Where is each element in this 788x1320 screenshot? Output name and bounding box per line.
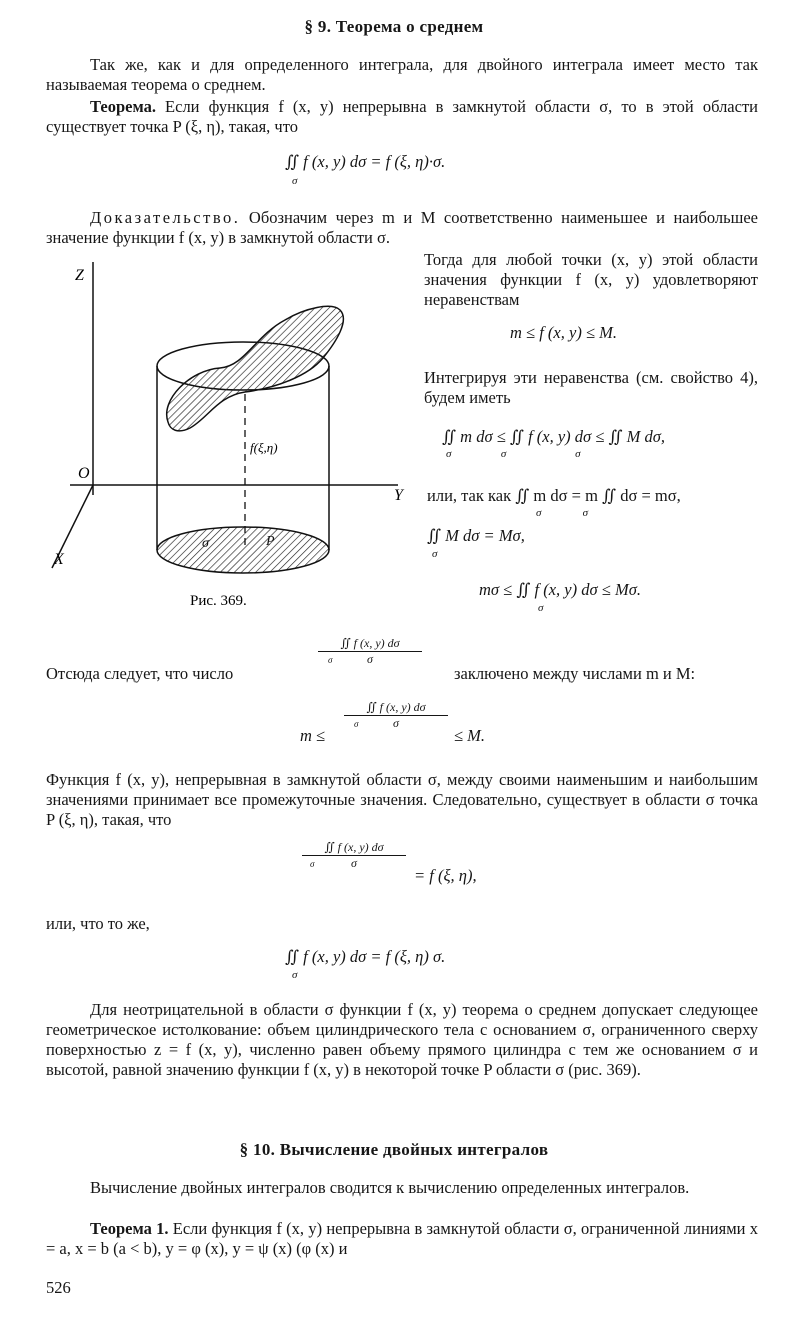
- theorem-paragraph: [46, 97, 758, 137]
- geometric-interpretation: Для неотрицательной в области σ функции f (x, y) теорема о среднем допускает следующее геометрическое истолкование: объем цилиндрического тела с основанием σ, ограниченного сверху поверхностью z = f (x, y), численно равен объему прямого цилиндра с тем же основанием σ и высотой, равной значению функции f (x, y) в некоторой точке P области σ (рис. 369).: [46, 1000, 758, 1079]
- hence-fraction-denominator: σ: [367, 652, 373, 666]
- hence-line: [46, 636, 758, 688]
- section-9-title: § 9. Теорема о среднем: [304, 17, 484, 36]
- hence-pre: Отсюда следует, что число: [46, 664, 234, 683]
- inequality-2: mσ ≤ ∬ f (x, y) dσ ≤ Mσ.: [479, 580, 641, 599]
- inequality-3: [300, 700, 550, 750]
- y-axis-label: Y: [394, 487, 403, 504]
- base-region-sigma: [157, 527, 329, 573]
- section-10-intro: Вычисление двойных интегралов сводится к вычислению определенных интегралов.: [90, 1178, 690, 1197]
- formula-main: ∬ f (x, y) dσ = f (ξ, η)·σ.: [285, 152, 446, 171]
- formula-final-subscript: σ: [292, 969, 298, 981]
- equation-fraction-right: = f (ξ, η),: [414, 866, 477, 885]
- inequality-3-fraction: [344, 700, 448, 731]
- inequality-3-denominator: σ: [393, 716, 399, 730]
- function-paragraph: Функция f (x, y), непрерывная в замкнутой области σ, между своими наименьшим и наибольшим значениями принимает все промежуточные значения. Следовательно, существует в области σ точка P (ξ, η), такая, что: [46, 770, 758, 829]
- right-column-text-1: Тогда для любой точки (x, y) этой области значения функции f (x, y) удовлетворяют неравенствам: [424, 250, 758, 309]
- equation-fraction-frac: [302, 840, 406, 871]
- inequality-integrals-subscripts: σ σ σ: [446, 448, 581, 460]
- surface-z-f: [167, 306, 344, 431]
- equation-fraction-numerator: ∬ f (x, y) dσ: [302, 840, 406, 856]
- right-column-text-2: Интегрируя эти неравенства (см. свойство 4), будем иметь: [424, 368, 758, 407]
- hence-fraction: [318, 636, 422, 667]
- proof-paragraph: [46, 208, 758, 248]
- theorem-text: Если функция f (x, y) непрерывна в замкнутой области σ, то в этой области существует точка P (ξ, η), такая, что: [46, 97, 758, 136]
- sigma-label: σ: [202, 536, 209, 551]
- or-as-text: или, так как ∬ m dσ = m ∬ dσ = mσ,: [427, 486, 681, 505]
- z-axis-label: Z: [75, 267, 84, 284]
- hence-fraction-subscript: σ: [328, 655, 333, 665]
- inequality-3-left: m ≤: [300, 726, 326, 745]
- theorem-1-paragraph: [46, 1219, 758, 1259]
- M-sigma-equation: ∬ M dσ = Mσ,: [427, 526, 525, 545]
- proof-label: Доказательство.: [90, 208, 241, 227]
- inequality-3-subscript: σ: [354, 719, 359, 729]
- or-as-subscripts: σ σ: [536, 507, 589, 519]
- proof-text: Обозначим через m и M соответственно наименьшее и наибольшее значение функции f (x, y) в замкнутой области σ.: [46, 208, 758, 247]
- equation-fraction: [302, 840, 562, 892]
- inequality-3-right: ≤ M.: [454, 726, 486, 745]
- point-p-label: P: [266, 534, 275, 549]
- page-number: 526: [46, 1278, 71, 1297]
- x-axis-label: X: [54, 551, 64, 568]
- figure-369: [40, 250, 420, 620]
- theorem-1-text: Если функция f (x, y) непрерывна в замкнутой области σ, ограниченной линиями x = a, x = b (a < b), y = φ (x), y = ψ (x) (φ (x) и: [46, 1219, 759, 1258]
- formula-main-subscript: σ: [292, 175, 298, 187]
- figure-caption: Рис. 369.: [190, 593, 247, 609]
- formula-final: ∬ f (x, y) dσ = f (ξ, η) σ.: [285, 947, 446, 966]
- theorem-label: Теорема.: [90, 97, 156, 116]
- inequality-1: m ≤ f (x, y) ≤ M.: [510, 323, 617, 342]
- or-same-text: или, что то же,: [46, 914, 150, 933]
- inequality-integrals: ∬ m dσ ≤ ∬ f (x, y) dσ ≤ ∬ M dσ,: [442, 427, 666, 446]
- inequality-2-subscript: σ: [538, 602, 544, 614]
- equation-fraction-denominator: σ: [351, 856, 357, 870]
- hence-fraction-numerator: ∬ f (x, y) dσ: [318, 636, 422, 652]
- theorem-1-label: Теорема 1.: [90, 1219, 169, 1238]
- section-10-title: § 10. Вычисление двойных интегралов: [239, 1140, 549, 1159]
- hence-post: заключено между числами m и M:: [454, 664, 696, 683]
- section-9-intro: Так же, как и для определенного интеграла, для двойного интеграла имеет место так называемая теорема о среднем.: [46, 55, 758, 94]
- equation-fraction-subscript: σ: [310, 859, 315, 869]
- inequality-3-numerator: ∬ f (x, y) dσ: [344, 700, 448, 716]
- height-label: f(ξ,η): [250, 440, 278, 455]
- origin-label: O: [78, 465, 90, 482]
- M-sigma-subscript: σ: [432, 548, 438, 560]
